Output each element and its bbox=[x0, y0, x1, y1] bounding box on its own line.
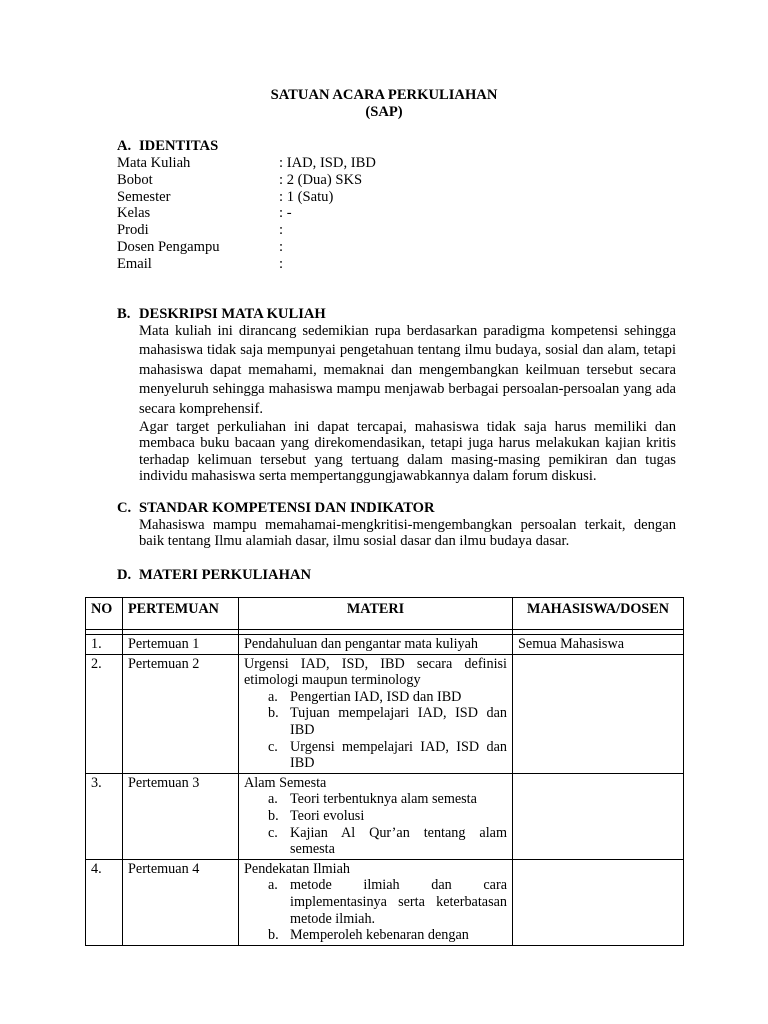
cell-mahasiswa bbox=[513, 773, 684, 859]
materi-text: Pendahuluan dan pengantar mata kuliyah bbox=[244, 636, 479, 652]
identity-label: Dosen Pengampu bbox=[117, 238, 220, 255]
section-letter: D. bbox=[117, 567, 132, 583]
cell-materi bbox=[239, 773, 513, 859]
header-mahasiswa-dosen: MAHASISWA/DOSEN bbox=[513, 598, 684, 630]
cell-materi bbox=[239, 654, 513, 773]
identity-value: : bbox=[279, 222, 284, 239]
description-paragraph-1: Mata kuliah ini dirancang sedemikian rupa berdasarkan paradigma kompetensi sehingga mahasiswa tidak saja mempunyai pengetahuan tentang ilmu budaya, sosial dan alam, tetapi mahasiswa dapat memahami, memaknai dan mengembangkan keilmuan tersebut secara menyeluruh sehingga mahasiswa mampu menjawab berbagai persoalan-persoalan yang ada secara komprehensif. bbox=[139, 323, 676, 417]
materi-sublist bbox=[244, 791, 507, 857]
section-heading-text: DESKRIPSI MATA KULIAH bbox=[139, 306, 326, 322]
identity-label: Mata Kuliah bbox=[117, 155, 191, 171]
list-item bbox=[268, 808, 507, 825]
list-item bbox=[268, 739, 507, 772]
document-title: SATUAN ACARA PERKULIAHAN bbox=[270, 87, 498, 103]
identity-label: Prodi bbox=[117, 222, 149, 239]
cell-materi bbox=[239, 635, 513, 655]
materi-text: Alam Semesta bbox=[244, 774, 327, 791]
header-pertemuan: PERTEMUAN bbox=[123, 598, 239, 630]
list-marker: a. bbox=[268, 791, 278, 808]
identity-value: : IAD, ISD, IBD bbox=[279, 155, 376, 171]
list-text: Teori terbentuknya alam semesta bbox=[290, 791, 477, 808]
section-letter: C. bbox=[117, 500, 132, 516]
list-marker: b. bbox=[268, 705, 279, 722]
identity-value: : bbox=[279, 238, 284, 255]
cell-no: 4. bbox=[86, 859, 123, 945]
list-item bbox=[268, 705, 507, 738]
identity-label: Email bbox=[117, 255, 152, 272]
identity-label: Semester bbox=[117, 188, 171, 205]
header-no: NO bbox=[86, 598, 123, 630]
list-marker: b. bbox=[268, 927, 279, 944]
list-text: Urgensi mempelajari IAD, ISD dan IBD bbox=[290, 738, 507, 772]
list-item bbox=[268, 689, 507, 706]
list-item bbox=[268, 791, 507, 808]
list-item bbox=[268, 877, 507, 927]
cell-materi bbox=[239, 859, 513, 945]
cell-pertemuan: Pertemuan 3 bbox=[123, 773, 239, 859]
identity-label: Bobot bbox=[117, 171, 153, 188]
table-row bbox=[86, 859, 684, 945]
list-item bbox=[268, 927, 507, 944]
identity-value: : - bbox=[279, 205, 292, 222]
identity-label: Kelas bbox=[117, 205, 151, 222]
materi-sublist bbox=[244, 689, 507, 772]
materi-text: Pendekatan Ilmiah bbox=[244, 860, 350, 877]
table-header-row bbox=[86, 598, 684, 630]
description-paragraph-2: Agar target perkuliahan ini dapat tercapai, mahasiswa tidak saja harus memiliki dan membaca buku bacaan yang direkomendasikan, tetapi juga harus melakukan kajian kritis terhadap kelimuan tersebut yang tertuang dalam masing-masing pemikiran dan tugas individu mahasiswa serta mempertanggungjawabkannya dalam forum diskusi. bbox=[139, 419, 676, 485]
cell-mahasiswa: Semua Mahasiswa bbox=[513, 635, 684, 655]
cell-no: 1. bbox=[86, 635, 123, 655]
competency-paragraph: Mahasiswa mampu memahamai-mengkritisi-mengembangkan persoalan terkait, dengan baik tentang Ilmu alamiah dasar, ilmu sosial dasar dan ilmu budaya dasar. bbox=[139, 517, 676, 550]
cell-pertemuan: Pertemuan 1 bbox=[123, 635, 239, 655]
list-text: Kajian Al Qur’an tentang alam semesta bbox=[290, 824, 507, 858]
cell-no: 2. bbox=[86, 654, 123, 773]
identity-value: : 2 (Dua) SKS bbox=[279, 171, 363, 188]
cell-no: 3. bbox=[86, 773, 123, 859]
list-text: metode ilmiah dan cara implementasinya serta keterbatasan metode ilmiah. bbox=[290, 877, 507, 927]
table-row bbox=[86, 654, 684, 773]
list-text: Pengertian IAD, ISD dan IBD bbox=[290, 688, 462, 705]
table-row bbox=[86, 773, 684, 859]
section-letter: A. bbox=[117, 138, 132, 154]
section-heading-text: IDENTITAS bbox=[139, 138, 219, 154]
header-materi: MATERI bbox=[239, 598, 513, 630]
identity-value: : 1 (Satu) bbox=[279, 188, 334, 205]
list-marker: c. bbox=[268, 824, 278, 841]
section-heading-text: MATERI PERKULIAHAN bbox=[139, 567, 312, 583]
materi-text: Urgensi IAD, ISD, IBD secara definisi etimologi maupun terminology bbox=[244, 655, 507, 689]
document-subtitle: (SAP) bbox=[365, 104, 403, 120]
list-text: Tujuan mempelajari IAD, ISD dan IBD bbox=[290, 705, 507, 738]
section-heading-text: STANDAR KOMPETENSI DAN INDIKATOR bbox=[139, 500, 435, 516]
cell-pertemuan: Pertemuan 2 bbox=[123, 654, 239, 773]
list-marker: b. bbox=[268, 807, 279, 824]
list-marker: a. bbox=[268, 877, 278, 894]
cell-mahasiswa bbox=[513, 654, 684, 773]
list-item bbox=[268, 825, 507, 858]
table-row bbox=[86, 635, 684, 655]
list-text: Teori evolusi bbox=[290, 807, 365, 824]
identity-value: : bbox=[279, 255, 284, 272]
cell-pertemuan: Pertemuan 4 bbox=[123, 859, 239, 945]
materi-sublist bbox=[244, 877, 507, 943]
materi-table bbox=[85, 597, 684, 946]
list-marker: a. bbox=[268, 688, 278, 705]
list-text: Memperoleh kebenaran dengan bbox=[290, 927, 469, 944]
list-marker: c. bbox=[268, 738, 278, 755]
cell-mahasiswa bbox=[513, 859, 684, 945]
section-letter: B. bbox=[117, 306, 131, 322]
